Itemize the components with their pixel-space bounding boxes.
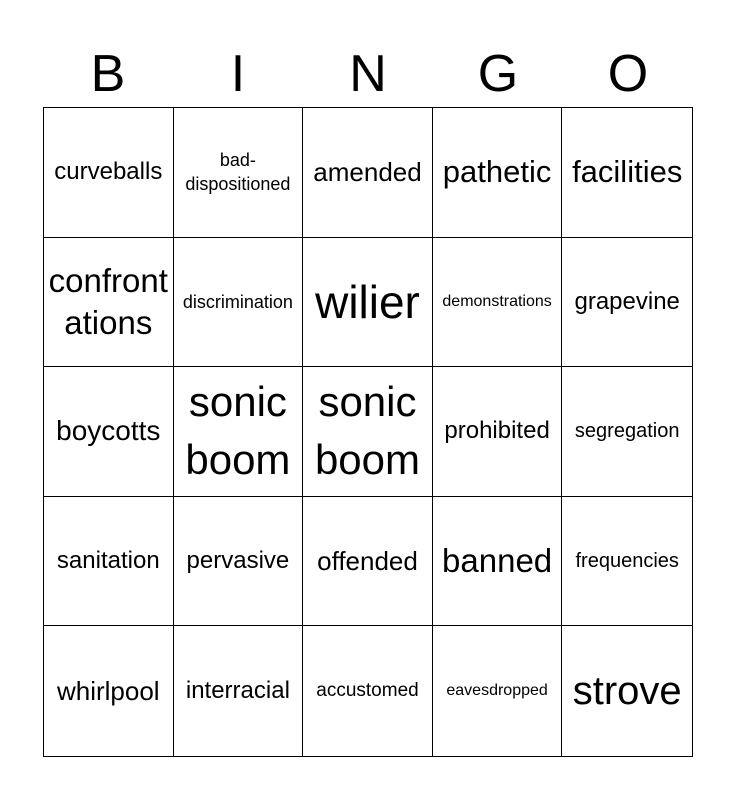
bingo-cell[interactable] (303, 108, 433, 238)
bingo-cell[interactable] (562, 497, 692, 627)
cell-word: discrimination (182, 291, 293, 312)
cell-word: confrontations (48, 261, 168, 341)
header-letter-i: I (230, 45, 246, 103)
bingo-cell[interactable] (562, 108, 692, 238)
bingo-cell[interactable] (44, 497, 174, 627)
bingo-header (43, 44, 693, 104)
bingo-cell[interactable] (174, 497, 304, 627)
bingo-board (43, 107, 693, 757)
bingo-cell[interactable] (44, 626, 174, 756)
cell-word: boycotts (56, 415, 161, 447)
cell-word: pervasive (186, 547, 290, 575)
cell-word: curveballs (54, 158, 163, 186)
bingo-cell[interactable] (433, 367, 563, 497)
header-letter-g: G (477, 45, 519, 103)
cell-word: frequencies (575, 550, 679, 573)
cell-word: prohibited (444, 417, 550, 445)
cell-word: pathetic (442, 154, 552, 190)
bingo-cell[interactable] (562, 626, 692, 756)
cell-word: bad-dispositioned (185, 150, 291, 195)
bingo-cell[interactable] (433, 108, 563, 238)
header-letter-n: N (349, 45, 387, 103)
bingo-cell[interactable] (174, 626, 304, 756)
cell-word: strove (572, 669, 682, 714)
bingo-cell[interactable] (303, 497, 433, 627)
bingo-cell[interactable] (562, 367, 692, 497)
bingo-cell[interactable] (44, 108, 174, 238)
bingo-cell[interactable] (174, 108, 304, 238)
bingo-cell[interactable] (303, 626, 433, 756)
cell-word: accustomed (316, 680, 419, 702)
bingo-cell[interactable] (433, 497, 563, 627)
bingo-cell[interactable] (433, 626, 563, 756)
cell-word: sonic boom (185, 378, 291, 484)
bingo-cell[interactable] (174, 367, 304, 497)
cell-word: grapevine (574, 287, 680, 315)
cell-word: eavesdropped (446, 682, 548, 700)
bingo-cell[interactable] (303, 367, 433, 497)
cell-word: segregation (574, 420, 680, 443)
cell-word: sonic boom (314, 378, 421, 484)
cell-word: banned (442, 542, 553, 580)
cell-word: demonstrations (442, 292, 552, 310)
cell-word: sanitation (56, 547, 160, 575)
cell-word: facilities (572, 154, 683, 190)
bingo-cell[interactable] (433, 238, 563, 368)
bingo-cell[interactable] (303, 238, 433, 368)
header-letter-o: O (607, 45, 649, 103)
bingo-cell[interactable] (174, 238, 304, 368)
cell-word: wilier (315, 275, 420, 328)
cell-word: whirlpool (56, 676, 160, 707)
cell-word: amended (313, 157, 422, 188)
bingo-cell[interactable] (44, 238, 174, 368)
header-letter-b: B (90, 45, 126, 103)
cell-word: offended (317, 546, 418, 577)
bingo-cell[interactable] (562, 238, 692, 368)
cell-word: interracial (185, 677, 290, 705)
bingo-cell[interactable] (44, 367, 174, 497)
